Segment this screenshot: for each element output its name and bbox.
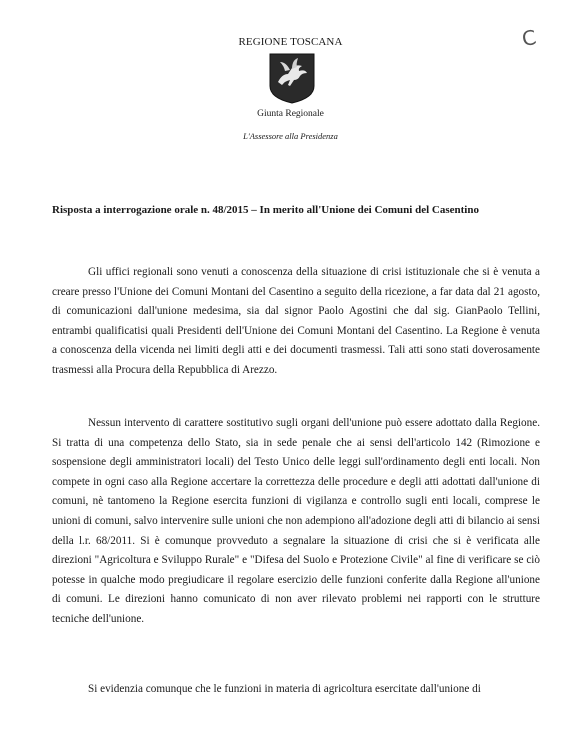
handwritten-margin-mark: C (520, 24, 538, 52)
office-label: L'Assessore alla Presidenza (243, 131, 338, 141)
giunta-label: Giunta Regionale (257, 109, 324, 119)
region-name: REGIONE TOSCANA (238, 36, 343, 48)
document-subject: Risposta a interrogazione orale n. 48/2015 – In merito all'Unione dei Comuni del Casentino (52, 204, 479, 216)
paragraph: Gli uffici regionali sono venuti a conoscenza della situazione di crisi istituzionale che si è venuta a creare presso l'Unione dei Comuni Montani del Casentino a seguito della ricezione, a far data dal 21 agosto, di comunicazioni dall'unione medesima, sia dal signor Paolo Agostini che dal sig. GianPaolo Tellini, entrambi qualificatisi quali Presidenti dell'Unione dei Comuni Montani del Casentino. La Regione è venuta a conoscenza della vicenda nei limiti degli atti e dei documenti trasmessi. Tali atti sono stati doverosamente trasmessi alla Procura della Repubblica di Arezzo. (52, 266, 540, 376)
paragraph: Si evidenzia comunque che le funzioni in materia di agricoltura esercitate dall'unione di (88, 683, 481, 695)
paragraph: Nessun intervento di carattere sostitutivo sugli organi dell'unione può essere adottato dalla Regione. Si tratta di una competenza dello Stato, sia in sede penale che ai sensi dell'articolo 142 (Rimozione e sospensione degli amministratori locali) del Testo Unico delle leggi sull'ordinamento degli enti locali. Non compete in ogni caso alla Regione accertare la correttezza delle procedure e degli atti adottati dall'unione di comuni, nè tantomeno la Regione esercita funzioni di vigilanza e controllo sugli enti locali, comprese le unioni di comuni, salvo intervenire sulle unioni che non adempiono all'adozione degli atti di bilancio ai sensi della l.r. 68/2011. Si è comunque provveduto a segnalare la situazione di crisi che si è verificata alle direzioni "Agricoltura e Sviluppo Rurale" e "Difesa del Suolo e Protezione Civile" al fine di verificare se ciò potesse in qualche modo pregiudicare il regolare esercizio delle funzioni conferite dalla Regione all'unione di comuni. Le direzioni hanno comunicato di non aver rilevato problemi nei rapporti con le strutture tecniche dell'unione. (52, 417, 540, 625)
pegasus-emblem-icon (268, 52, 316, 104)
